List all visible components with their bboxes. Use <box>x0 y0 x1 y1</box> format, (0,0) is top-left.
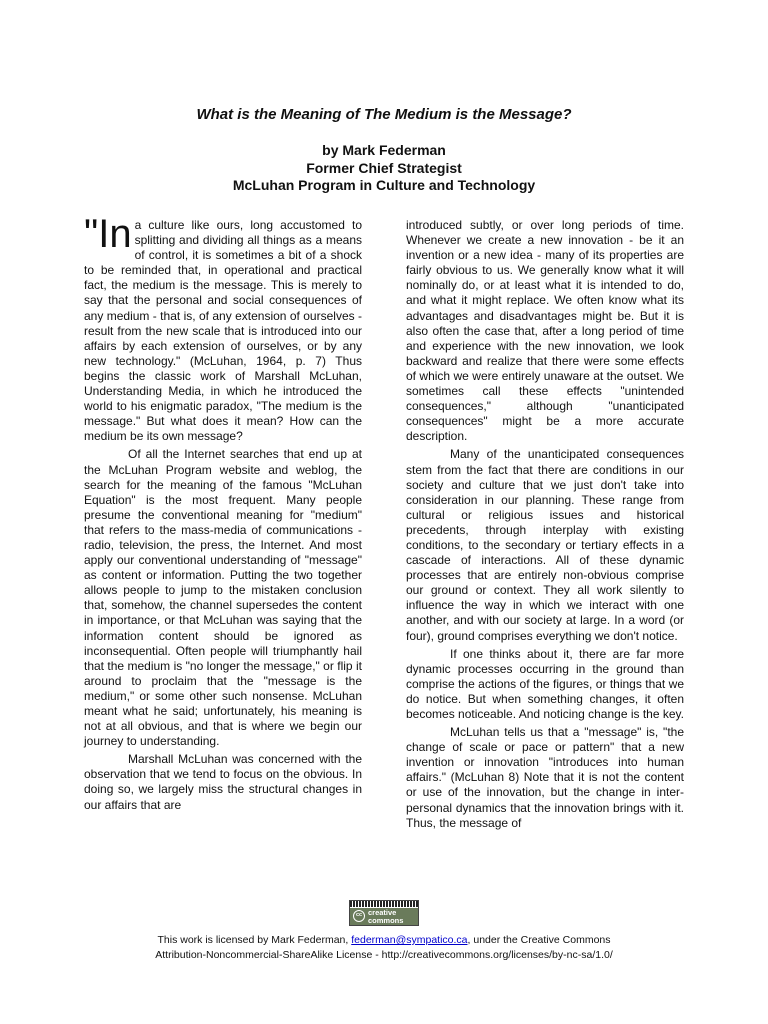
paragraph: If one thinks about it, there are far more dynamic processes occurring in the ground than comprise the actions of the figures, or things that we do notice. But when something changes, it often becomes noticeable. And noticing change is the key. <box>406 646 684 721</box>
paragraph: introduced subtly, or over long periods of time. Whenever we create a new innovation - be it an invention or a new idea - many of its properties are fairly obvious to us. We generally know what it will nominally do, or at least what it is intended to do, and what it might replace. We often know what its advantages and disadvantages might be. But it is also often the case that, after a long period of time and experience with the new innovation, we look backward and realize that there were some effects of which we were entirely unaware at the outset. We sometimes call these effects "unintended consequences," although "unanticipated consequences" might be a more accurate description. <box>406 218 684 444</box>
license-footer <box>0 900 768 963</box>
badge-band <box>350 908 418 925</box>
right-column <box>406 218 684 831</box>
license-suffix: , under the Creative Commons <box>467 934 611 946</box>
paragraph-text: a culture like ours, long accustomed to splitting and dividing all things as a means of control, it is sometimes a bit of a shock to be reminded that, in operational and practical fact, the medium is the message. This is merely to say that the personal and social consequences of any medium - that is, of any extension of ourselves - result from the new scale that is introduced into our affairs by each extension of ourselves, or by any new technology." (McLuhan, 1964, p. 7) Thus begins the classic work of Marshall McLuhan, Understanding Media, in which he introduced the world to his enigmatic paradox, "The medium is the message." But what does it mean? How can the medium be its own message? <box>84 218 362 444</box>
paragraph: Of all the Internet searches that end up at the McLuhan Program website and weblog, the search for the meaning of the famous "McLuhan Equation" is the most frequent. Many people presume the conventional meaning for "medium" that refers to the mass-media of communications - radio, television, the press, the Internet. And most apply our conventional understanding of "message" as content or information. Putting the two together allows people to jump to the mistaken conclusion that, somehow, the channel supersedes the content in importance, or that McLuhan was saying that the information content should be ignored as inconsequential. Often people will triumphantly hail that the medium is "no longer the message," or flip it around to proclaim that the "message is the medium," or some other such nonsense. McLuhan meant what he said; unfortunately, his meaning is not at all obvious, and that is where we begin our journey to understanding. <box>84 447 362 749</box>
page-title: What is the Meaning of The Medium is the Message? <box>196 106 572 123</box>
license-line-2: Attribution-Noncommercial-ShareAlike License - http://creativecommons.org/licenses/by-nc-sa/1.0/ <box>155 949 613 961</box>
paragraph: McLuhan tells us that a "message" is, "the change of scale or pace or pattern" that a new invention or innovation "introduces into human affairs." (McLuhan 8) Note that it is not the content or use of the innovation, but the change in inter-personal dynamics that the innovation brings with it. Thus, the message of <box>406 725 684 830</box>
cc-icon: cc <box>353 910 365 922</box>
paragraph: Many of the unanticipated consequences stem from the fact that there are conditions in our society and culture that we just don't take into consideration in our planning. These range from cultural or religious issues and historical precedents, through interplay with existing conditions, to the secondary or tertiary effects in a cascade of interactions. All of these dynamic processes that are entirely non-obvious comprise our ground or context. They all work silently to influence the way in which we interact with one another, and with our society at large. In a word (or four), ground comprises everything we don't notice. <box>406 447 684 643</box>
license-line-1 <box>0 933 768 948</box>
paragraph: Marshall McLuhan was concerned with the observation that we tend to focus on the obvious. In doing so, we largely miss the structural changes in our affairs that are <box>84 752 362 812</box>
author-organization: McLuhan Program in Culture and Technology <box>232 177 536 193</box>
byline <box>0 142 768 195</box>
license-prefix: This work is licensed by Mark Federman, <box>157 934 352 946</box>
author-email-link[interactable]: federman@sympatico.ca <box>351 934 468 946</box>
drop-cap: "In <box>84 212 132 256</box>
paragraph <box>84 212 362 444</box>
author-role: Former Chief Strategist <box>306 159 462 176</box>
badge-strip <box>350 901 418 907</box>
left-column <box>84 212 362 813</box>
creative-commons-badge[interactable] <box>349 900 419 926</box>
author-name: by Mark Federman <box>322 142 446 158</box>
badge-logo-text: creative commons <box>368 908 404 925</box>
